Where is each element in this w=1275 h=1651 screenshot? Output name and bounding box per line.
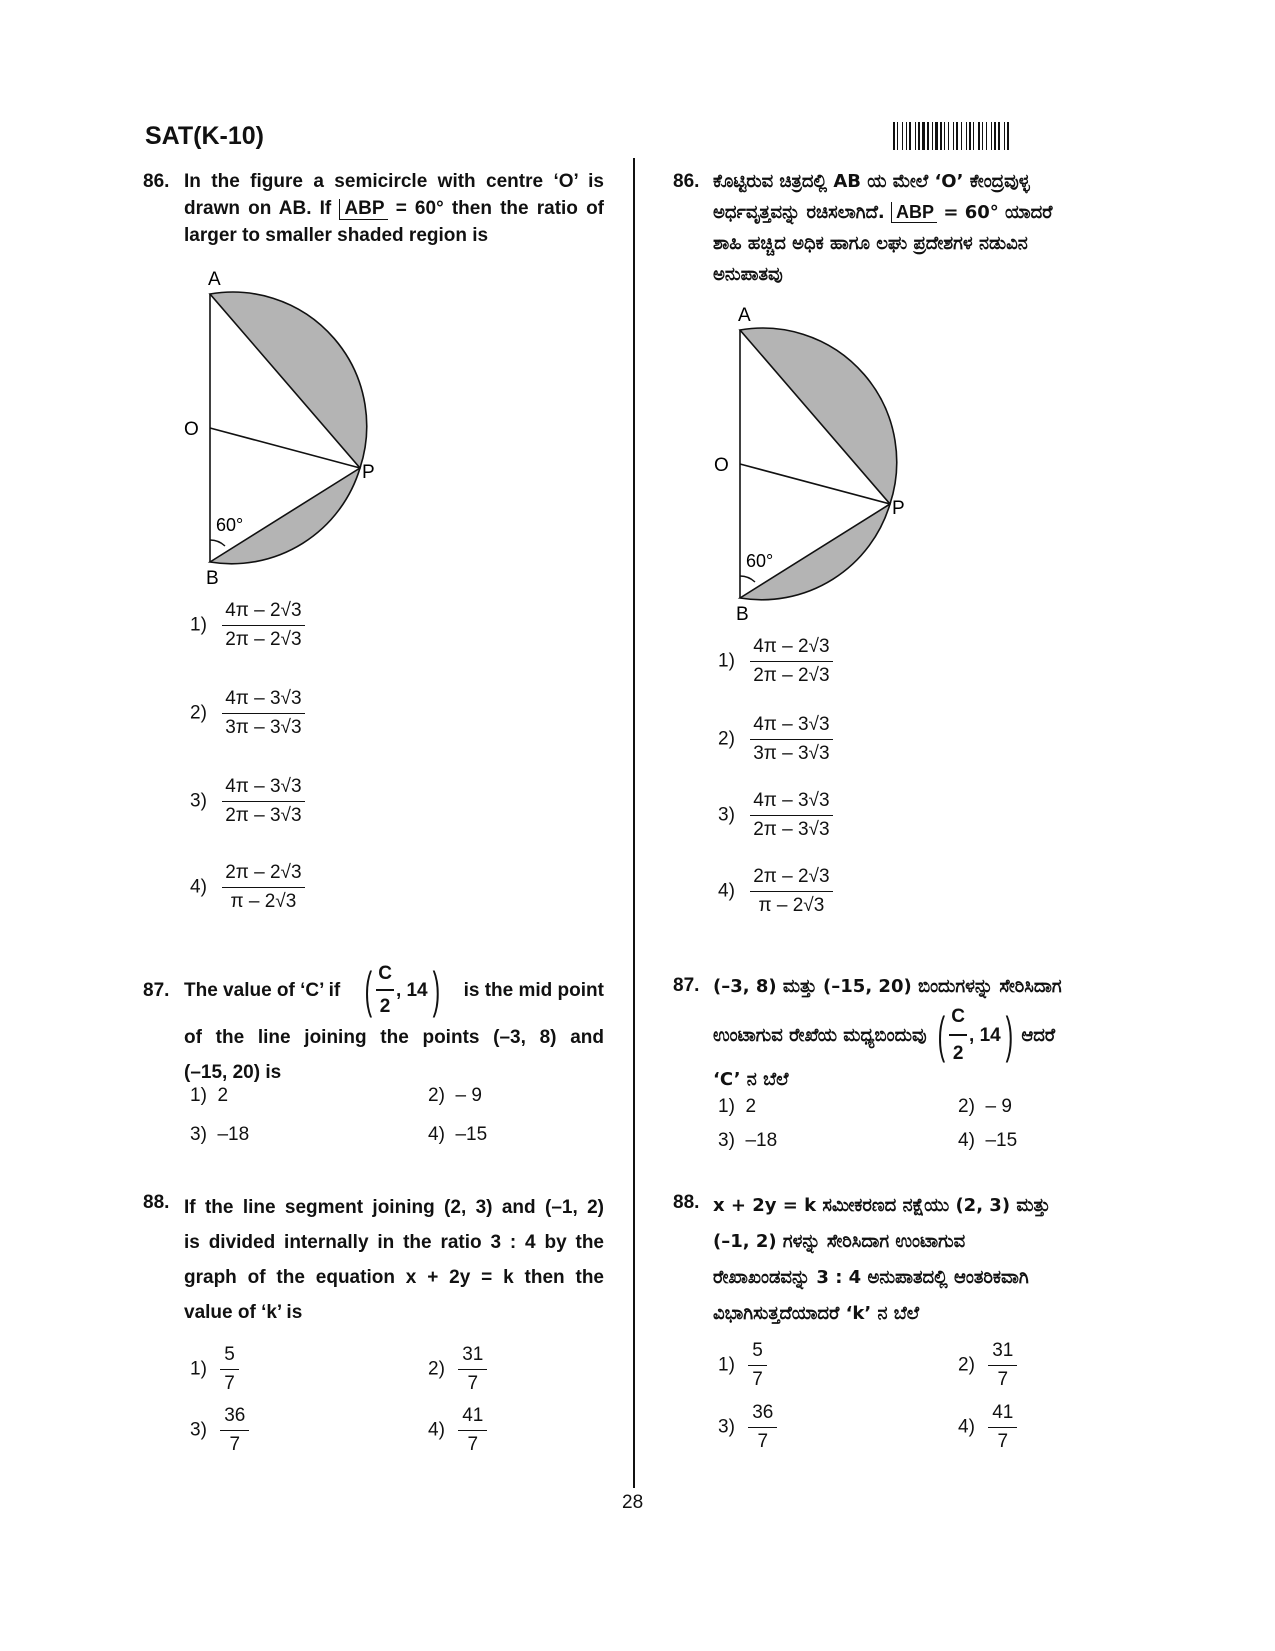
option-4[interactable] <box>428 1405 487 1456</box>
fraction-denominator: 7 <box>997 1431 1009 1452</box>
option-value: –18 <box>217 1124 250 1145</box>
semicircle-figure <box>710 294 910 624</box>
question-text <box>184 962 604 1086</box>
option-label: 3) <box>718 1416 735 1438</box>
fraction-denominator: 7 <box>467 1373 479 1394</box>
option-2[interactable] <box>718 714 833 765</box>
midpoint-expression <box>360 960 445 1020</box>
option-label: 1) <box>718 1354 735 1376</box>
barcode-bar <box>940 122 942 150</box>
question-line <box>184 195 604 222</box>
barcode-bar <box>956 122 958 150</box>
fraction-denominator: 2π – 2√3 <box>753 665 830 686</box>
option-fraction <box>750 636 832 687</box>
question-text <box>713 971 1138 1095</box>
question-text <box>713 1188 1138 1332</box>
option-value: 2 <box>745 1096 757 1117</box>
option-label: 1) <box>190 614 207 636</box>
question-line <box>184 962 604 1018</box>
question-line: ‘C’ ನ ಬೆಲೆ <box>713 1069 789 1090</box>
question-number: 87. <box>143 980 170 1001</box>
option-3[interactable] <box>718 1130 777 1152</box>
question-number: 88. <box>673 1192 700 1213</box>
barcode-bar <box>927 122 929 150</box>
option-label: 4) <box>428 1124 445 1145</box>
left-paren: ( <box>364 962 372 1018</box>
midpoint-expression <box>933 1001 1018 1069</box>
question-line: ವಿಭಾಗಿಸುತ್ತದೆಯಾದರೆ ‘k’ ನ ಬೆಲೆ <box>713 1303 920 1324</box>
question-number: 86. <box>673 171 700 192</box>
option-3[interactable] <box>190 776 305 827</box>
option-2[interactable] <box>958 1096 1012 1118</box>
option-label: 4) <box>958 1416 975 1438</box>
fraction-denominator: 7 <box>752 1369 763 1390</box>
option-4[interactable] <box>190 862 305 913</box>
question-fragment: ಅರ್ಧವೃತ್ತವನ್ನು ರಚಿಸಲಾಗಿದೆ. <box>713 202 885 223</box>
question-line: (–1, 2) ಗಳನ್ನು ಸೇರಿಸಿದಾಗ ಉಂಟಾಗುವ <box>713 1231 966 1252</box>
option-1[interactable] <box>718 1340 767 1391</box>
option-fraction <box>988 1340 1017 1391</box>
question-line: ಶಾಹಿ ಹಚ್ಚಿದ ಅಧಿಕ ಹಾಗೂ ಲಘು ಪ್ರದೇಶಗಳ ನಡುವಿನ <box>713 233 1028 254</box>
angle-symbol: ABP <box>891 202 937 223</box>
point-label-o: O <box>184 419 199 440</box>
barcode-bar <box>932 122 933 150</box>
fraction-numerator: 4π – 3√3 <box>750 714 832 740</box>
question-line: is divided internally in the ratio 3 : 4 by the <box>184 1232 604 1253</box>
question-line: of the line joining the points (–3, 8) and <box>184 1027 604 1048</box>
option-label: 3) <box>190 790 207 812</box>
barcode <box>893 122 1125 150</box>
fraction-numerator: 2π – 2√3 <box>750 866 832 892</box>
fraction-numerator: 36 <box>220 1405 249 1431</box>
question-number: 86. <box>143 171 170 192</box>
left-paren: ( <box>937 1007 945 1063</box>
question-line: larger to smaller shaded region is <box>184 225 489 246</box>
option-fraction <box>458 1344 487 1395</box>
option-label: 1) <box>718 1096 735 1117</box>
option-label: 4) <box>428 1419 445 1441</box>
fraction-denominator: 2 <box>952 1043 964 1064</box>
point-label-a: A <box>738 305 751 326</box>
barcode-bar <box>944 122 945 150</box>
point-label-p: P <box>892 498 905 519</box>
fraction-numerator: 36 <box>748 1402 777 1428</box>
option-label: 1) <box>718 650 735 672</box>
barcode-bar <box>982 122 983 150</box>
fraction-denominator: π – 2√3 <box>758 895 825 916</box>
barcode-bar <box>986 122 987 150</box>
question-fragment: drawn on AB. If <box>184 198 332 219</box>
option-fraction <box>748 1340 767 1391</box>
question-line: ಅನುಪಾತವು <box>713 264 783 285</box>
question-line: (–3, 8) ಮತ್ತು (–15, 20) ಬಿಂದುಗಳನ್ನು ಸೇರಿಸಿದಾಗ <box>713 976 1062 997</box>
question-line <box>713 1006 1138 1064</box>
angle-label: 60° <box>216 515 244 535</box>
fraction-denominator: 2π – 3√3 <box>225 805 302 826</box>
option-label: 2) <box>958 1096 975 1117</box>
barcode-bar <box>1007 122 1009 150</box>
barcode-bar <box>935 122 938 150</box>
option-label: 1) <box>190 1085 207 1106</box>
option-fraction <box>988 1402 1017 1453</box>
option-label: 3) <box>718 1130 735 1151</box>
question-text <box>184 168 604 249</box>
option-3[interactable] <box>190 1124 249 1146</box>
barcode-bar <box>909 122 911 150</box>
point-label-b: B <box>736 604 749 624</box>
option-1[interactable] <box>190 1344 239 1395</box>
option-fraction <box>220 1344 239 1395</box>
option-value: –18 <box>745 1130 778 1151</box>
question-line: (–15, 20) is <box>184 1062 282 1083</box>
fraction-numerator: 5 <box>748 1340 767 1366</box>
barcode-bar <box>973 122 974 150</box>
option-4[interactable] <box>958 1402 1017 1453</box>
point-label-b: B <box>206 568 219 588</box>
option-1[interactable] <box>718 1096 756 1118</box>
option-fraction <box>750 866 832 917</box>
option-2[interactable] <box>190 688 305 739</box>
option-label: 2) <box>958 1354 975 1376</box>
option-fraction <box>750 790 832 841</box>
option-label: 2) <box>718 728 735 750</box>
question-line: ಕೊಟ್ಟಿರುವ ಚಿತ್ರದಲ್ಲಿ AB ಯ ಮೇಲೆ ‘O’ ಕೇಂದ್ರವುಳ್ಳ <box>713 171 1030 192</box>
option-label: 4) <box>958 1130 975 1151</box>
option-value: –15 <box>985 1130 1018 1151</box>
option-fraction <box>222 776 304 827</box>
fraction-denominator: 7 <box>224 1373 235 1394</box>
option-fraction <box>748 1402 777 1453</box>
c-over-2-fraction <box>376 960 394 1020</box>
question-line: If the line segment joining (2, 3) and (–1, 2) <box>184 1197 604 1218</box>
fraction-denominator: 7 <box>229 1434 241 1455</box>
barcode-bar <box>953 122 954 150</box>
option-1[interactable] <box>190 600 305 651</box>
page-title: SAT(K-10) <box>145 122 264 150</box>
barcode-bar <box>915 122 916 150</box>
barcode-bar <box>948 122 949 150</box>
fraction-denominator: 2π – 2√3 <box>225 629 302 650</box>
option-fraction <box>220 1405 249 1456</box>
fraction-denominator: 7 <box>467 1434 479 1455</box>
option-fraction <box>222 862 304 913</box>
barcode-bar <box>906 122 907 150</box>
barcode-bar <box>998 122 1000 150</box>
question-line: ರೇಖಾಖಂಡವನ್ನು 3 : 4 ಅನುಪಾತದಲ್ಲಿ ಆಂತರಿಕವಾಗಿ <box>713 1267 1029 1288</box>
fraction-denominator: 3π – 3√3 <box>753 743 830 764</box>
fraction-denominator: 7 <box>757 1431 769 1452</box>
option-fraction <box>750 714 832 765</box>
option-label: 3) <box>190 1124 207 1145</box>
fraction-numerator: C <box>376 960 394 991</box>
question-line: value of ‘k’ is <box>184 1302 303 1323</box>
question-number: 87. <box>673 975 700 996</box>
option-2[interactable] <box>428 1344 487 1395</box>
option-fraction <box>458 1405 487 1456</box>
question-line: x + 2y = k ಸಮೀಕರಣದ ನಕ್ಷೆಯು (2, 3) ಮತ್ತು <box>713 1195 1051 1216</box>
fraction-numerator: 4π – 3√3 <box>222 776 304 802</box>
option-2[interactable] <box>428 1085 482 1107</box>
barcode-bar <box>991 122 992 150</box>
option-3[interactable] <box>718 790 833 841</box>
option-1[interactable] <box>718 636 833 687</box>
option-fraction <box>222 688 304 739</box>
question-text <box>713 166 1138 290</box>
fraction-denominator: 3π – 3√3 <box>225 717 302 738</box>
fraction-numerator: 2π – 2√3 <box>222 862 304 888</box>
fraction-denominator: π – 2√3 <box>230 891 297 912</box>
page-number: 28 <box>622 1492 644 1513</box>
barcode-bar <box>969 122 971 150</box>
point-label-o: O <box>714 455 729 476</box>
fraction-numerator: 5 <box>220 1344 239 1370</box>
barcode-bar <box>902 122 903 150</box>
question-fragment: is the mid point <box>463 979 604 1001</box>
barcode-bar <box>922 122 925 150</box>
point-label-a: A <box>208 269 221 290</box>
option-label: 2) <box>428 1358 445 1380</box>
question-fragment: The value of ‘C’ if <box>184 979 341 1001</box>
question-line: In the figure a semicircle with centre ‘O’ is <box>184 171 604 192</box>
barcode-bar <box>961 122 962 150</box>
pair-rest: , 14 <box>395 979 428 1001</box>
option-value: –15 <box>455 1124 488 1145</box>
fraction-denominator: 2 <box>379 996 391 1017</box>
right-paren: ) <box>1005 1007 1013 1063</box>
fraction-numerator: 41 <box>988 1402 1017 1428</box>
option-4[interactable] <box>428 1124 487 1146</box>
question-fragment: ಆದರೆ <box>1021 1024 1056 1046</box>
barcode-bar <box>918 122 920 150</box>
angle-label: 60° <box>746 551 774 571</box>
option-label: 1) <box>190 1358 207 1380</box>
option-4[interactable] <box>958 1130 1017 1152</box>
c-over-2-fraction <box>949 1001 967 1069</box>
option-value: 2 <box>217 1085 229 1106</box>
option-label: 2) <box>190 702 207 724</box>
semicircle-figure <box>180 258 380 588</box>
barcode-bar <box>994 122 996 150</box>
point-label-p: P <box>362 462 375 483</box>
barcode-bar <box>893 122 895 150</box>
option-value: – 9 <box>985 1096 1012 1117</box>
pair-rest: , 14 <box>969 1024 1001 1046</box>
fraction-numerator: 41 <box>458 1405 487 1431</box>
option-label: 3) <box>718 804 735 826</box>
question-fragment: = 60° then the ratio of <box>395 198 604 219</box>
barcode-bar <box>978 122 980 150</box>
option-3[interactable] <box>718 1402 777 1453</box>
fraction-numerator: 4π – 3√3 <box>750 790 832 816</box>
question-line: graph of the equation x + 2y = k then the <box>184 1267 604 1288</box>
fraction-numerator: C <box>949 1001 967 1036</box>
fraction-denominator: 2π – 3√3 <box>753 819 830 840</box>
option-value: – 9 <box>455 1085 482 1106</box>
fraction-numerator: 4π – 3√3 <box>222 688 304 714</box>
fraction-numerator: 31 <box>988 1340 1017 1366</box>
fraction-numerator: 4π – 2√3 <box>750 636 832 662</box>
barcode-bar <box>966 122 967 150</box>
option-2[interactable] <box>958 1340 1017 1391</box>
column-divider <box>633 158 635 1488</box>
option-4[interactable] <box>718 866 833 917</box>
question-number: 88. <box>143 1192 170 1213</box>
barcode-bar <box>1004 122 1005 150</box>
fraction-numerator: 31 <box>458 1344 487 1370</box>
question-text <box>184 1190 604 1330</box>
option-label: 3) <box>190 1419 207 1441</box>
barcode-bar <box>897 122 898 150</box>
option-1[interactable] <box>190 1085 228 1107</box>
option-3[interactable] <box>190 1405 249 1456</box>
option-label: 4) <box>190 876 207 898</box>
option-label: 4) <box>718 880 735 902</box>
question-line <box>713 197 1138 228</box>
question-fragment: = 60° ಯಾದರೆ <box>943 202 1053 223</box>
option-fraction <box>222 600 304 651</box>
fraction-denominator: 7 <box>997 1369 1009 1390</box>
question-fragment: ಉಂಟಾಗುವ ರೇಖೆಯ ಮಧ್ಯಬಿಂದುವು <box>713 1024 927 1046</box>
angle-symbol: ABP <box>339 199 387 220</box>
right-paren: ) <box>432 962 440 1018</box>
option-label: 2) <box>428 1085 445 1106</box>
fraction-numerator: 4π – 2√3 <box>222 600 304 626</box>
